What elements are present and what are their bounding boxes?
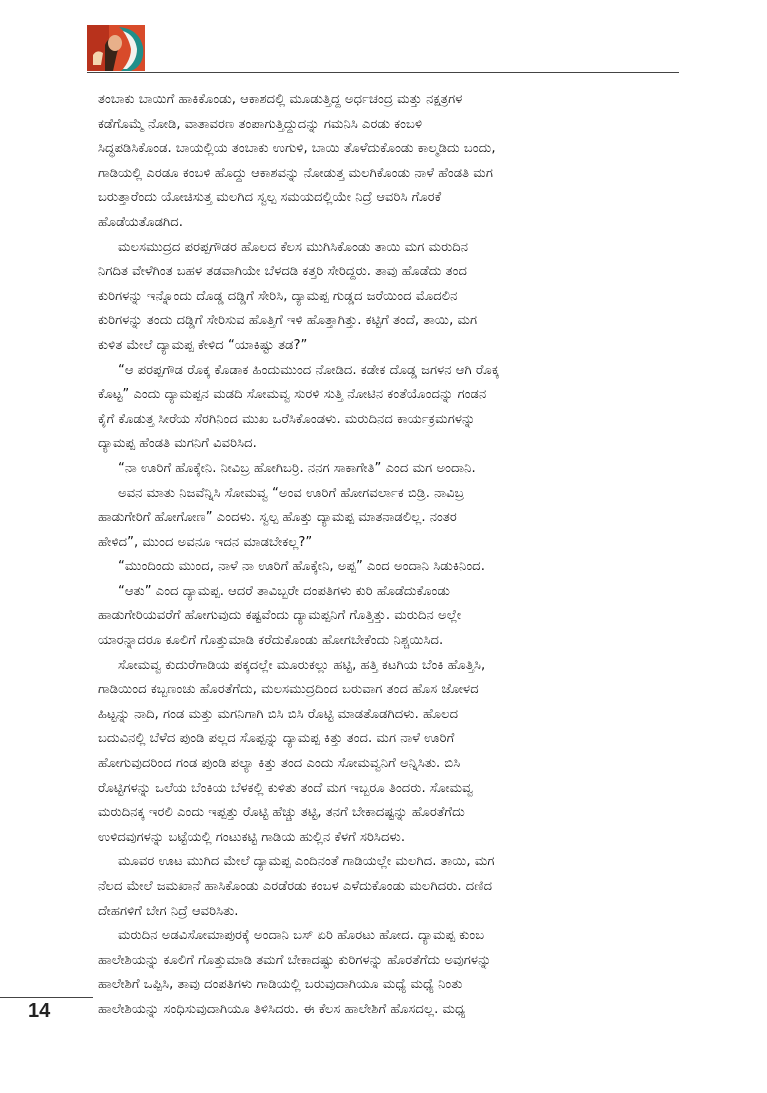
text-line: “ಆ ಪರಪ್ಪಗೌಡ ರೊಕ್ಕ ಕೊಡಾಕ ಹಿಂದುಮುಂದ ನೋಡಿದ. ಕಡೇಕ ದೊಡ್ಡ ಜಗಳನ ಆಗಿ ರೊಕ್ಕ [118,362,500,378]
text-line: ಕುರಿಗಳನ್ನು ಇನ್ನೊಂದು ದೊಡ್ಡ ದಡ್ಡಿಗೆ ಸೇರಿಸಿ, ದ್ಯಾಮಪ್ಪ ಗುಡ್ಡದ ಜರೆಯಿಂದ ಮೊದಲಿನ [98,288,458,304]
text-line: ಉಳಿದವುಗಳನ್ನು ಬಟ್ಟೆಯಲ್ಲಿ ಗಂಟುಕಟ್ಟಿ ಗಾಡಿಯ ಹುಲ್ಲಿನ ಕೆಳಗೆ ಸರಿಸಿದಳು. [98,829,406,845]
book-cover-logo [87,25,145,71]
text-line: “ಆತು” ಎಂದ ದ್ಯಾಮಪ್ಪ. ಆದರೆ ತಾವಿಬ್ಬರೇ ದಂಪತಿಗಳು ಕುರಿ ಹೊಡೆದುಕೊಂಡು [118,583,450,599]
text-line: ಹೊಡೆಯತೊಡಗಿದ. [98,214,183,230]
text-line: ಸೋಮವ್ವ ಕುದುರೆಗಾಡಿಯ ಪಕ್ಕದಲ್ಲೇ ಮೂರುಕಲ್ಲು ಹಟ್ಟಿ, ಹತ್ತಿ ಕಟಗಿಯ ಬೆಂಕಿ ಹೊತ್ತಿಸಿ, [118,657,486,673]
text-line: ಹಾಲೇಶಿಯನ್ನು ಸಂಧಿಸುವುದಾಗಿಯೂ ತಿಳಿಸಿದರು. ಈ ಕೆಲಸ ಹಾಲೇಶಿಗೆ ಹೊಸದಲ್ಲ. ಮಧ್ಯ [98,1001,466,1017]
footer-rule [0,997,93,998]
text-line: ಹಾಡುಗೇರಿಗೆ ಹೋಗೋಣ” ಎಂದಳು. ಸ್ವಲ್ಪ ಹೊತ್ತು ದ್ಯಾಮಪ್ಪ ಮಾತನಾಡಲಿಲ್ಲ. ನಂತರ [98,510,457,526]
text-line: ಕುರಿಗಳನ್ನು ತಂದು ದಡ್ಡಿಗೆ ಸೇರಿಸುವ ಹೊತ್ತಿಗೆ ಇಳಿ ಹೊತ್ತಾಗಿತ್ತು. ಕಟ್ಟಿಗೆ ತಂದೆ, ತಾಯಿ, ಮಗ [98,313,478,329]
text-line: ಹಾಲೇಶಿಗೆ ಒಪ್ಪಿಸಿ, ತಾವು ದಂಪತಿಗಳು ಗಾಡಿಯಲ್ಲಿ ಬರುವುದಾಗಿಯೂ ಮಧ್ಯೆ ಮಧ್ಯೆ ನಿಂತು [98,977,463,993]
text-line: ಮರುದಿನ ಅಡವಿಸೋಮಾಪುರಕ್ಕೆ ಅಂದಾನಿ ಬಸ್ ಏರಿ ಹೊರಟು ಹೋದ. ದ್ಯಾಮಪ್ಪ ಕುಂಬ [118,928,485,944]
text-line: ಕೈಗೆ ಕೊಡುತ್ತ ಸೀರೆಯ ಸೆರಗಿನಿಂದ ಮುಖ ಒರೆಸಿಕೊಂಡಳು. ಮರುದಿನದ ಕಾರ್ಯಕ್ರಮಗಳನ್ನು [98,411,476,427]
text-line: ರೊಟ್ಟಿಗಳನ್ನು ಒಲೆಯ ಬೆಂಕಿಯ ಬೆಳಕಲ್ಲಿ ಕುಳಿತು ತಂದೆ ಮಗ ಇಬ್ಬರೂ ತಿಂದರು. ಸೋಮವ್ವ [98,780,473,796]
text-line: ಯಾರನ್ನಾದರೂ ಕೂಲಿಗೆ ಗೊತ್ತುಮಾಡಿ ಕರೆದುಕೊಂಡು ಹೋಗಬೇಕೆಂದು ನಿಶ್ಚಯಿಸಿದ. [98,633,444,649]
text-line: ಹೇಳಿದ”, ಮುಂದ ಅವನೂ ಇದನ ಮಾಡಬೇಕಲ್ಲ?” [98,534,313,550]
text-line: “ನಾ ಊರಿಗೆ ಹೊಕ್ಕೇನಿ. ನೀವಿಬ್ರ ಹೋಗಿಬರ್ರಿ. ನನಗ ಸಾಕಾಗೇತಿ” ಎಂದ ಮಗ ಅಂದಾನಿ. [118,460,476,476]
text-line: ದೇಹಗಳಿಗೆ ಬೇಗ ನಿದ್ರೆ ಆವರಿಸಿತು. [98,903,239,919]
text-line: ನೆಲದ ಮೇಲೆ ಜಮಖಾನೆ ಹಾಸಿಕೊಂಡು ಎರಡೆರಡು ಕಂಬಳ ಎಳೆದುಕೊಂಡು ಮಲಗಿದರು. ದಣಿದ [98,879,493,894]
text-line: ಮರುದಿನಕ್ಕ ಇರಲಿ ಎಂದು ಇಪ್ಪತ್ತು ರೊಟ್ಟಿ ಹೆಚ್ಚು ತಟ್ಟಿ, ತನಗೆ ಬೇಕಾದಷ್ಟನ್ನು ಹೊರತೆಗೆದು [98,805,465,821]
text-line: ಹಿಟ್ಟನ್ನು ನಾದಿ, ಗಂಡ ಮತ್ತು ಮಗನಿಗಾಗಿ ಬಿಸಿ ಬಿಸಿ ರೊಟ್ಟಿ ಮಾಡತೊಡಗಿದಳು. ಹೊಲದ [98,706,459,722]
text-line: ಸಿದ್ಧಪಡಿಸಿಕೊಂಡ. ಬಾಯಲ್ಲಿಯ ತಂಬಾಕು ಉಗುಳಿ, ಬಾಯಿ ತೊಳೆದುಕೊಂಡು ಕಾಲ್ಮಡಿದು ಬಂದು, [98,141,496,157]
text-line: ಕೊಟ್ಟ” ಎಂದು ದ್ಯಾಮಪ್ಪನ ಮಡದಿ ಸೋಮವ್ವ ಸುರಳಿ ಸುತ್ತಿ ನೋಟಿನ ಕಂತೆಯೊಂದನ್ನು ಗಂಡನ [98,387,487,403]
text-line: ಹೋಗುವುದರಿಂದ ಗಂಡ ಪುಂಡಿ ಪಲ್ಯಾ ಕಿತ್ತು ತಂದ ಎಂದು ಸೋಮವ್ವನಿಗೆ ಅನ್ನಿಸಿತು. ಬಿಸಿ [98,756,461,772]
text-line: ಕುಳಿತ ಮೇಲೆ ದ್ಯಾಮಪ್ಪ ಕೇಳಿದ “ಯಾಕಿಷ್ಟು ತಡ?” [98,337,308,353]
text-line: ಬರುತ್ತಾರೆಂದು ಯೋಚಿಸುತ್ತ ಮಲಗಿದ ಸ್ವಲ್ಪ ಸಮಯದಲ್ಲಿಯೇ ನಿದ್ರೆ ಆವರಿಸಿ ಗೊರಕೆ [98,190,442,206]
text-line: ಮೂವರ ಊಟ ಮುಗಿದ ಮೇಲೆ ದ್ಯಾಮಪ್ಪ ಎಂದಿನಂತೆ ಗಾಡಿಯಲ್ಲೇ ಮಲಗಿದ. ತಾಯಿ, ಮಗ [118,854,495,870]
text-line: ತಂಬಾಕು ಬಾಯಿಗೆ ಹಾಕಿಕೊಂಡು, ಆಕಾಶದಲ್ಲಿ ಮೂಡುತ್ತಿದ್ದ ಅರ್ಧಚಂದ್ರ ಮತ್ತು ನಕ್ಷತ್ರಗಳ [98,92,463,107]
text-line: ಹಾಲೇಶಿಯನ್ನು ಕೂಲಿಗೆ ಗೊತ್ತುಮಾಡಿ ತಮಗೆ ಬೇಕಾದಷ್ಟು ಕುರಿಗಳನ್ನು ಹೊರತೆಗೆದು ಅವುಗಳನ್ನು [98,952,492,968]
header-rule [87,72,679,73]
text-line: ಗಾಡಿಯಿಂದ ಕಬ್ಬಣಂಚು ಹೊರತೆಗೆದು, ಮಲಸಮುದ್ರದಿಂದ ಬರುವಾಗ ತಂದ ಹೊಸ ಜೋಳದ [98,682,479,698]
text-line: ಬದುವಿನಲ್ಲಿ ಬೆಳೆದ ಪುಂಡಿ ಪಲ್ಲದ ಸೊಪ್ಪನ್ನು ದ್ಯಾಮಪ್ಪ ಕಿತ್ತು ತಂದ. ಮಗ ನಾಳೆ ಊರಿಗೆ [98,731,455,747]
text-line: ಅವನ ಮಾತು ನಿಜವೆನ್ನಿಸಿ ಸೋಮವ್ವ “ಅಂವ ಊರಿಗೆ ಹೋಗವರ್ಲಾಕ ಬಿಡ್ರಿ. ನಾವಿಬ್ರ [118,485,465,501]
text-line: ಮಲಸಮುದ್ರದ ಪರಪ್ಪಗೌಡರ ಹೊಲದ ಕೆಲಸ ಮುಗಿಸಿಕೊಂಡು ತಾಯಿ ಮಗ ಮರುದಿನ [118,239,469,255]
text-line: “ಮುಂದಿಂದು ಮುಂದ, ನಾಳೆ ನಾ ಊರಿಗೆ ಹೊಕ್ಕೇನಿ, ಅಪ್ಪ” ಎಂದ ಅಂದಾನಿ ಸಿಡುಕಿನಿಂದ. [118,559,485,575]
page-number: 14 [28,1000,51,1022]
body-text [98,88,664,1023]
text-line: ದ್ಯಾಮಪ್ಪ ಹೆಂಡತಿ ಮಗನಿಗೆ ವಿವರಿಸಿದ. [98,436,257,452]
text-line: ಗಾಡಿಯಲ್ಲಿ ಎರಡೂ ಕಂಬಳಿ ಹೊದ್ದು ಆಕಾಶವನ್ನು ನೋಡುತ್ತ ಮಲಗಿಕೊಂಡು ನಾಳೆ ಹೆಂಡತಿ ಮಗ [98,165,493,181]
book-cover-illustration-icon [87,25,145,71]
text-line: ಹಾಡುಗೇರಿಯವರೆಗೆ ಹೋಗುವುದು ಕಷ್ಟವೆಂದು ದ್ಯಾಮಪ್ಪನಿಗೆ ಗೊತ್ತಿತ್ತು. ಮರುದಿನ ಅಲ್ಲೇ [98,608,462,624]
text-line: ಕಡೆಗೊಮ್ಮೆ ನೋಡಿ, ವಾತಾವರಣ ತಂಪಾಗುತ್ತಿದ್ದುದನ್ನು ಗಮನಿಸಿ ಎರಡು ಕಂಬಳಿ [98,116,423,132]
text-line: ನಿಗದಿತ ವೇಳೆಗಿಂತ ಬಹಳ ತಡವಾಗಿಯೇ ಬೆಳದಡಿ ಕತ್ತರಿ ಸೇರಿದ್ದರು. ತಾವು ಹೊಡೆದು ತಂದ [98,264,467,280]
